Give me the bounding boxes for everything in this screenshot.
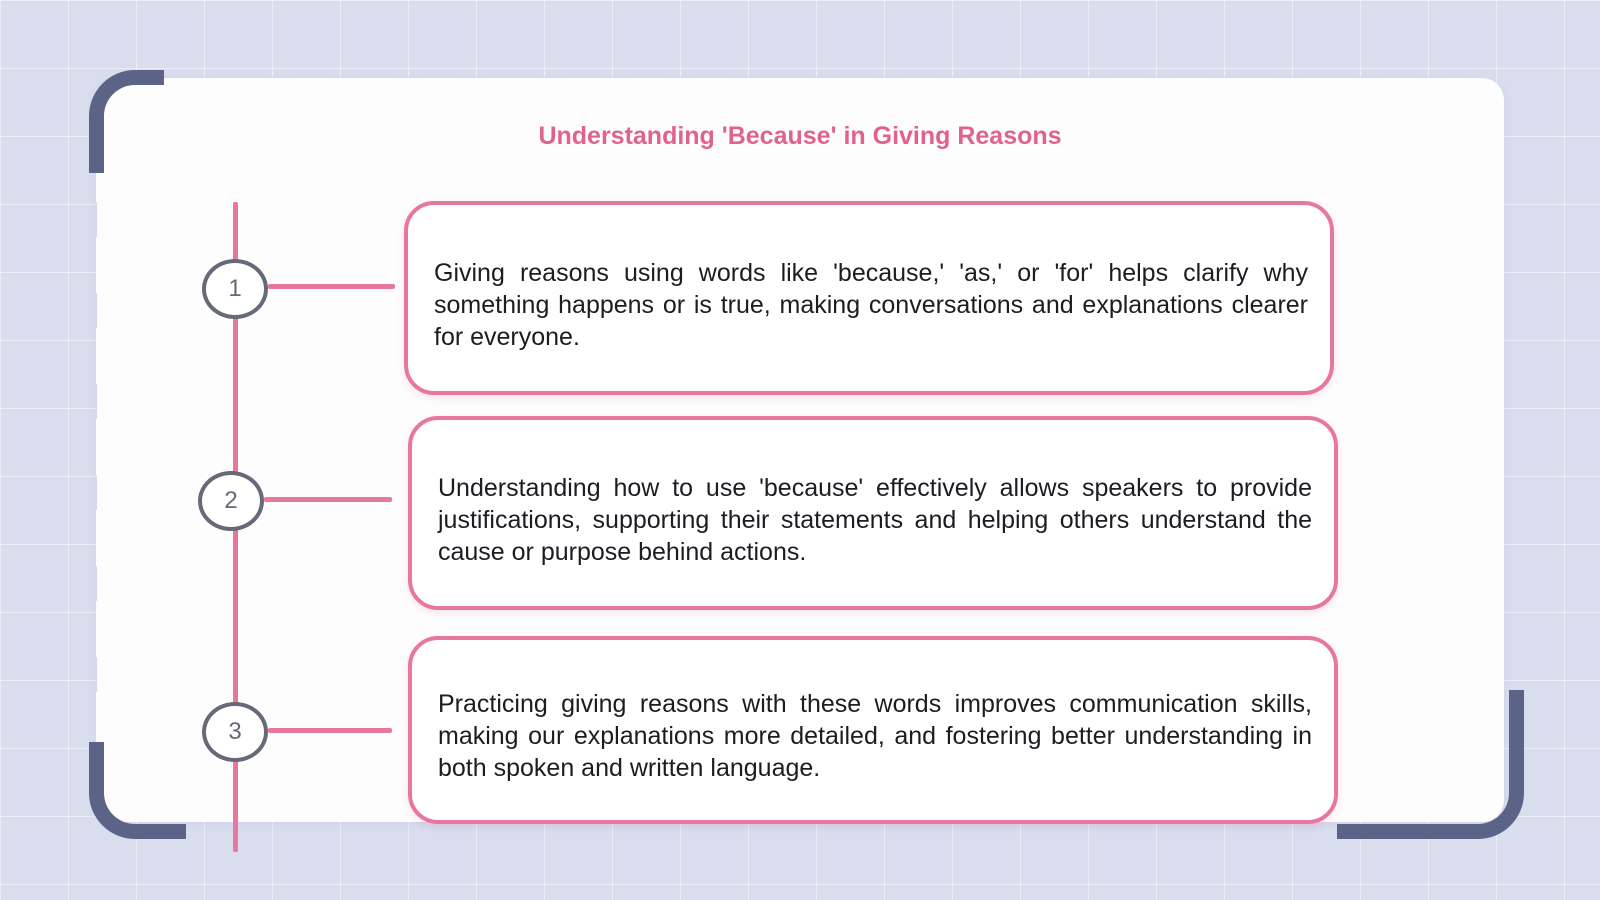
timeline-connector: [268, 284, 395, 289]
reason-card-3: [408, 636, 1338, 824]
timeline-connector: [268, 728, 392, 733]
step-number-3: 3: [202, 702, 268, 762]
timeline-connector: [264, 497, 392, 502]
step-number-1: 1: [202, 259, 268, 319]
reason-text-2: Understanding how to use 'because' effectively allows speakers to provide justifications, supporting their statements and helping others understand the cause or purpose behind actions.: [438, 474, 1312, 566]
reason-text-1: Giving reasons using words like 'because,' 'as,' or 'for' helps clarify why something happens or is true, making conversations and explanations clearer for everyone.: [434, 259, 1308, 351]
reason-card-2: [408, 416, 1338, 610]
corner-bracket-bottom-left: [89, 742, 186, 839]
step-number-2: 2: [198, 471, 264, 531]
corner-bracket-bottom-right: [1337, 690, 1524, 839]
reason-card-1: [404, 201, 1334, 395]
reason-text-3: Practicing giving reasons with these words improves communication skills, making our explanations more detailed, and fostering better understanding in both spoken and written language.: [438, 690, 1312, 782]
slide-title: Understanding 'Because' in Giving Reasons: [538, 122, 1062, 150]
